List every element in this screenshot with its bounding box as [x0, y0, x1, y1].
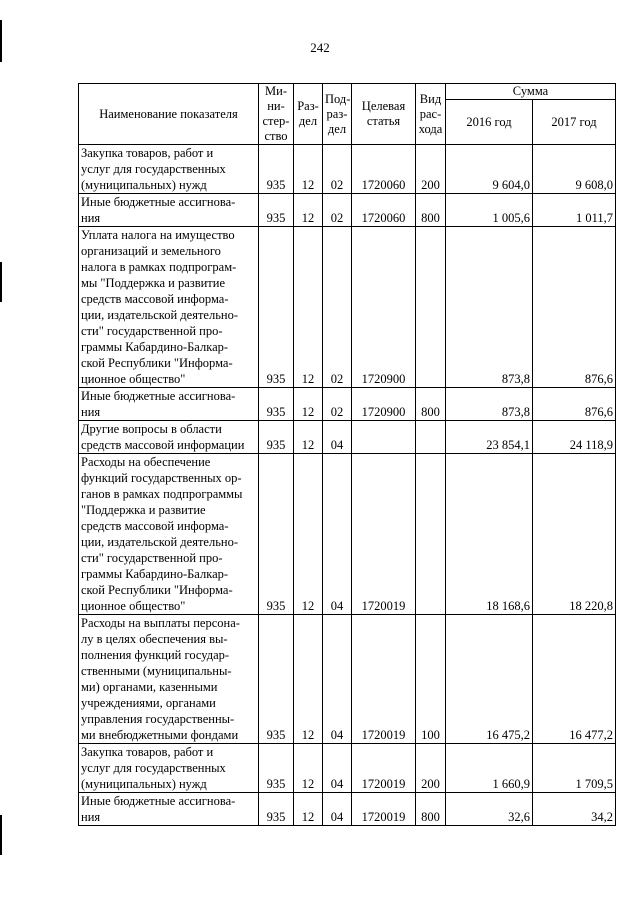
cell-section: 12	[294, 194, 323, 227]
cell-2017: 24 118,9	[533, 421, 616, 454]
cell-2017: 9 608,0	[533, 145, 616, 194]
page-number: 242	[310, 40, 330, 55]
table-row	[79, 388, 616, 421]
table-row	[79, 421, 616, 454]
cell-2016: 16 475,2	[446, 615, 533, 744]
cell-ministry: 935	[259, 227, 294, 388]
col-header-sum: Сумма	[446, 84, 616, 100]
cell-expense-type	[416, 227, 446, 388]
cell-expense-type: 200	[416, 145, 446, 194]
cell-expense-type: 200	[416, 744, 446, 793]
cell-subsection: 04	[323, 744, 352, 793]
table-row	[79, 615, 616, 744]
table-row	[79, 793, 616, 826]
cell-section: 12	[294, 388, 323, 421]
header-row	[79, 84, 616, 100]
cell-expense-type	[416, 421, 446, 454]
cell-subsection: 02	[323, 194, 352, 227]
table-row	[79, 744, 616, 793]
cell-expense-type: 800	[416, 793, 446, 826]
budget-table	[78, 83, 616, 826]
col-header-2016: 2016 год	[446, 100, 533, 145]
cell-ministry: 935	[259, 421, 294, 454]
cell-ministry: 935	[259, 744, 294, 793]
cell-section: 12	[294, 744, 323, 793]
cell-2017: 1 709,5	[533, 744, 616, 793]
cell-2016: 18 168,6	[446, 454, 533, 615]
cell-target-article: 1720060	[352, 145, 416, 194]
cell-target-article: 1720019	[352, 454, 416, 615]
cell-name: Уплата налога на имущество организаций и земельного налога в рамках подпрограм- мы "Поддержка и развитие средств массовой информа- ции, издательской деятельно- сти" государственной про- граммы Кабардино-Балкар- ской Республики "Информа- ционное общество"	[79, 227, 259, 388]
cell-name: Расходы на выплаты персона- лу в целях обеспечения вы- полнения функций государ- ственными (муниципальны- ми) органами, казенными учреждениями, органами управления государственны- ми внебюджетными фондами	[79, 615, 259, 744]
col-header-subsection: Под- раз- дел	[323, 84, 352, 145]
cell-target-article: 1720019	[352, 744, 416, 793]
cell-subsection: 04	[323, 454, 352, 615]
cell-section: 12	[294, 145, 323, 194]
cell-2016: 873,8	[446, 227, 533, 388]
col-header-ministry: Ми- ни- стер- ство	[259, 84, 294, 145]
cell-section: 12	[294, 227, 323, 388]
cell-name: Иные бюджетные ассигнова- ния	[79, 793, 259, 826]
cell-2016: 1 660,9	[446, 744, 533, 793]
col-header-target-article: Целевая статья	[352, 84, 416, 145]
cell-ministry: 935	[259, 194, 294, 227]
cell-2016: 873,8	[446, 388, 533, 421]
cell-2017: 16 477,2	[533, 615, 616, 744]
cell-section: 12	[294, 793, 323, 826]
cell-ministry: 935	[259, 793, 294, 826]
cell-name: Другие вопросы в области средств массовой информации	[79, 421, 259, 454]
cell-subsection: 04	[323, 793, 352, 826]
col-header-name: Наименование показателя	[79, 84, 259, 145]
scan-mark-top	[0, 20, 2, 62]
cell-section: 12	[294, 421, 323, 454]
cell-expense-type: 800	[416, 388, 446, 421]
cell-name: Закупка товаров, работ и услуг для государственных (муниципальных) нужд	[79, 145, 259, 194]
cell-ministry: 935	[259, 388, 294, 421]
cell-expense-type: 800	[416, 194, 446, 227]
cell-2017: 18 220,8	[533, 454, 616, 615]
cell-target-article: 1720019	[352, 793, 416, 826]
cell-target-article: 1720900	[352, 227, 416, 388]
scan-mark-bottom	[0, 815, 2, 855]
cell-name: Закупка товаров, работ и услуг для государственных (муниципальных) нужд	[79, 744, 259, 793]
cell-target-article: 1720900	[352, 388, 416, 421]
cell-section: 12	[294, 454, 323, 615]
table-row	[79, 145, 616, 194]
cell-2016: 23 854,1	[446, 421, 533, 454]
cell-name: Расходы на обеспечение функций государственных ор- ганов в рамках подпрограммы "Поддержка и развитие средств массовой информа- ции, издательской деятельно- сти" государственной про- граммы Кабардино-Балкар- ской Республики "Информа- ционное общество"	[79, 454, 259, 615]
cell-subsection: 04	[323, 615, 352, 744]
col-header-2017: 2017 год	[533, 100, 616, 145]
cell-subsection: 02	[323, 227, 352, 388]
col-header-section: Раз- дел	[294, 84, 323, 145]
cell-ministry: 935	[259, 454, 294, 615]
cell-ministry: 935	[259, 615, 294, 744]
cell-name: Иные бюджетные ассигнова- ния	[79, 388, 259, 421]
table-row	[79, 454, 616, 615]
scan-mark-middle	[0, 262, 2, 302]
cell-expense-type	[416, 454, 446, 615]
cell-ministry: 935	[259, 145, 294, 194]
cell-target-article	[352, 421, 416, 454]
cell-section: 12	[294, 615, 323, 744]
cell-2017: 34,2	[533, 793, 616, 826]
cell-expense-type: 100	[416, 615, 446, 744]
cell-target-article: 1720019	[352, 615, 416, 744]
table-row	[79, 194, 616, 227]
cell-subsection: 04	[323, 421, 352, 454]
cell-2017: 876,6	[533, 388, 616, 421]
cell-2016: 32,6	[446, 793, 533, 826]
table-row	[79, 227, 616, 388]
cell-2017: 1 011,7	[533, 194, 616, 227]
cell-2017: 876,6	[533, 227, 616, 388]
cell-subsection: 02	[323, 388, 352, 421]
cell-subsection: 02	[323, 145, 352, 194]
cell-target-article: 1720060	[352, 194, 416, 227]
cell-2016: 1 005,6	[446, 194, 533, 227]
cell-name: Иные бюджетные ассигнова- ния	[79, 194, 259, 227]
col-header-expense-type: Вид рас- хода	[416, 84, 446, 145]
cell-2016: 9 604,0	[446, 145, 533, 194]
